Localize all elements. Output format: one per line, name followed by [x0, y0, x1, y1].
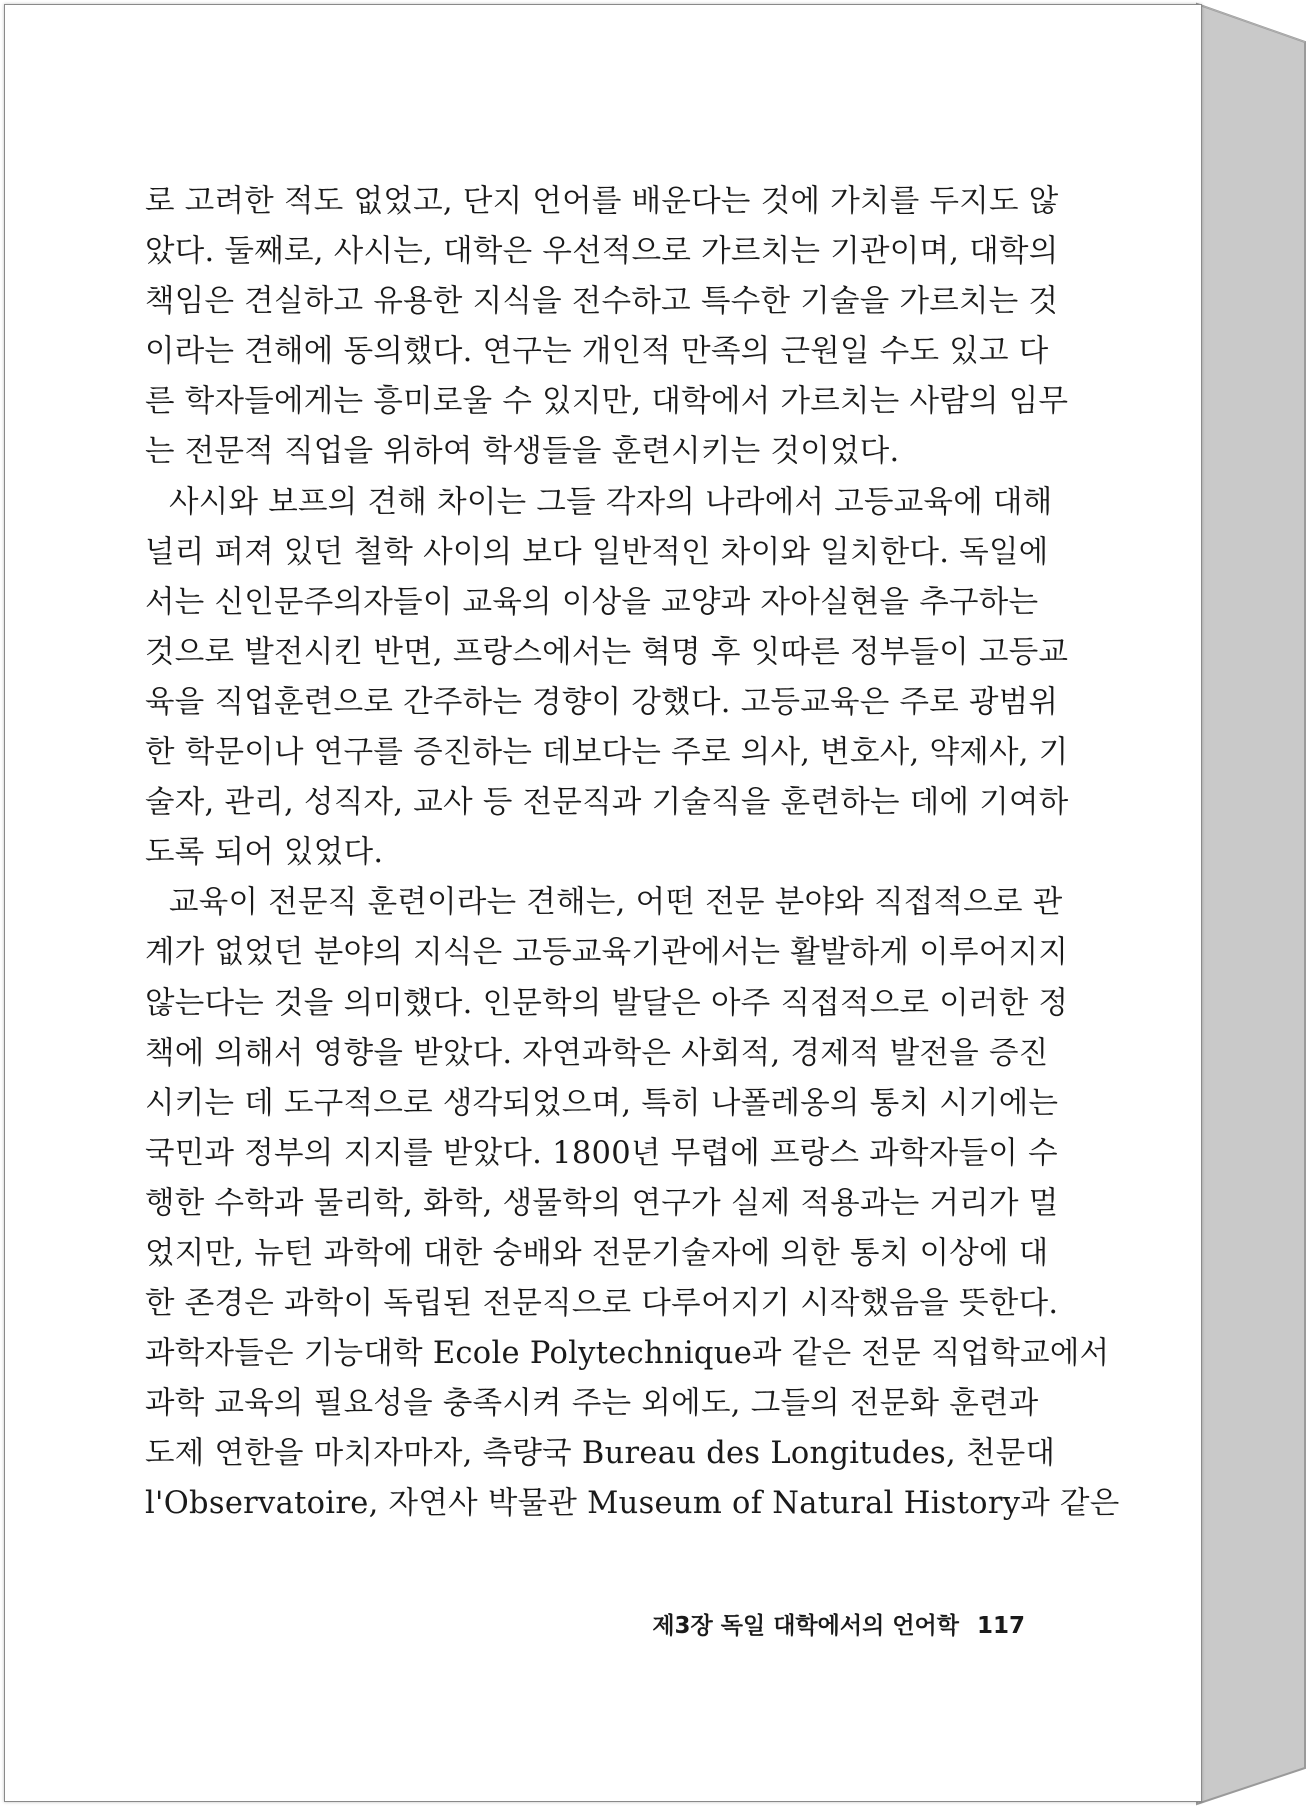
text-line: 른 학자들에게는 흥미로울 수 있지만, 대학에서 가르치는 사람의 임무	[145, 384, 1069, 420]
text-line: 시키는 데 도구적으로 생각되었으며, 특히 나폴레옹의 통치 시기에는	[145, 1085, 1059, 1121]
text-line: 교육이 전문직 훈련이라는 견해는, 어떤 전문 분야와 직접적으로 관	[169, 885, 1063, 921]
text-line: 도록 되어 있었다.	[145, 835, 384, 871]
text-line: 것으로 발전시킨 반면, 프랑스에서는 혁명 후 잇따른 정부들이 고등교	[145, 634, 1069, 670]
page-footer	[625, 1607, 1025, 1640]
text-line: 서는 신인문주의자들이 교육의 이상을 교양과 자아실현을 추구하는	[145, 584, 1039, 620]
text-line: 육을 직업훈련으로 간주하는 경향이 강했다. 고등교육은 주로 광범위	[145, 684, 1059, 720]
text-line: 았다. 둘째로, 사시는, 대학은 우선적으로 가르치는 기관이며, 대학의	[145, 234, 1059, 270]
text-line: 도제 연한을 마치자마자, 측량국 Bureau des Longitudes, 천문대	[145, 1436, 1056, 1472]
running-title: 제3장 독일 대학에서의 언어학	[652, 1613, 959, 1639]
paragraph	[145, 177, 1069, 478]
text-line: 행한 수학과 물리학, 화학, 생물학의 연구가 실제 적용과는 거리가 멀	[145, 1185, 1059, 1221]
text-line: 책임은 견실하고 유용한 지식을 전수하고 특수한 기술을 가르치는 것	[145, 284, 1059, 320]
text-line: 과학자들은 기능대학 Ecole Polytechnique과 같은 전문 직업학교에서	[145, 1336, 1110, 1372]
text-line: 사시와 보프의 견해 차이는 그들 각자의 나라에서 고등교육에 대해	[169, 484, 1053, 520]
text-line: 과학 교육의 필요성을 충족시켜 주는 외에도, 그들의 전문화 훈련과	[145, 1386, 1039, 1422]
text-line: 한 존경은 과학이 독립된 전문직으로 다루어지기 시작했음을 뜻한다.	[145, 1286, 1059, 1322]
paragraph	[145, 478, 1069, 879]
text-line: 계가 없었던 분야의 지식은 고등교육기관에서는 활발하게 이루어지지	[145, 935, 1069, 971]
text-line: 한 학문이나 연구를 증진하는 데보다는 주로 의사, 변호사, 약제사, 기	[145, 735, 1069, 771]
book-page	[4, 4, 1202, 1802]
text-line: l'Observatoire, 자연사 박물관 Museum of Natural History과 같은	[145, 1486, 1120, 1522]
text-line: 국민과 정부의 지지를 받았다. 1800년 무렵에 프랑스 과학자들이 수	[145, 1135, 1058, 1171]
text-line: 었지만, 뉴턴 과학에 대한 숭배와 전문기술자에 의한 통치 이상에 대	[145, 1235, 1049, 1271]
text-line: 않는다는 것을 의미했다. 인문학의 발달은 아주 직접적으로 이러한 정	[145, 985, 1069, 1021]
text-line: 로 고려한 적도 없었고, 단지 언어를 배운다는 것에 가치를 두지도 않	[145, 184, 1059, 219]
body-text	[145, 177, 1120, 1530]
text-line: 술자, 관리, 성직자, 교사 등 전문직과 기술직을 훈련하는 데에 기여하	[145, 785, 1069, 821]
paragraph	[145, 878, 1120, 1529]
book-side-edge	[1195, 0, 1311, 1806]
text-line: 책에 의해서 영향을 받았다. 자연과학은 사회적, 경제적 발전을 증진	[145, 1035, 1049, 1071]
page-number: 117	[976, 1613, 1025, 1639]
text-line: 널리 퍼져 있던 철학 사이의 보다 일반적인 차이와 일치한다. 독일에	[145, 534, 1049, 570]
text-line: 이라는 견해에 동의했다. 연구는 개인적 만족의 근원일 수도 있고 다	[145, 334, 1049, 370]
text-line: 는 전문적 직업을 위하여 학생들을 훈련시키는 것이었다.	[145, 434, 900, 470]
